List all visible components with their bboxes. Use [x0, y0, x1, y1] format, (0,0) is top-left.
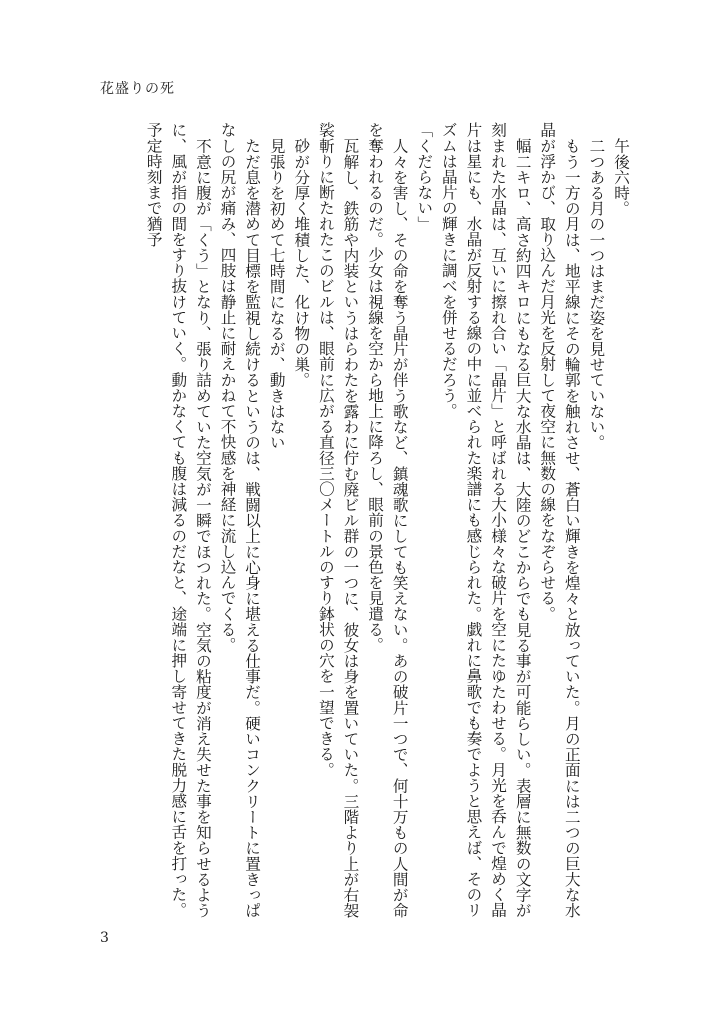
paragraph: 瓦解し、鉄筋や内装というはらわたを露わに佇む廃ビル群の一つに、彼女は身を置いていた。三階より上が右袈裟斬りに断たれたこのビルは、眼前に広がる直径三〇メートルのすり鉢状の穴を一望できる。 — [316, 122, 360, 918]
paragraph: 見張りを初めて七時間になるが、動きはない — [267, 137, 286, 450]
dialogue-line: 「くだらない」 — [415, 122, 434, 232]
paragraph: 二つある月の一つはまだ姿を見せていない。 — [587, 137, 606, 450]
paragraph: もう一方の月は、地平線にその輪郭を触れさせ、蒼白い輝きを煌々と放っていた。月の正面には二つの巨大な水晶が浮かび、取り込んだ月光を反射して夜空に無数の線をなぞらせる。 — [538, 122, 581, 918]
paragraph: ただ息を潜めて目標を監視し続けるというのは、戦闘以上に心身に堪える仕事だ。硬いコンクリートに置きっぱなしの尻が痛み、四肢は静止に耐えかねて不快感を神経に流し込んでくる。 — [218, 122, 262, 918]
paragraph: 午後六時。 — [612, 137, 630, 216]
page-number: 3 — [100, 930, 109, 946]
paragraph: 幅二キロ、高さ約四キロにもなる巨大な水晶は、大陸のどこからでも見る事が可能らしい。表層に無数の文字が刻まれた水晶は、互いに擦れ合い「晶片」と呼ばれる大小様々な破片を空にたゆたわせる。月光を呑んで煌めく晶片は星にも、水晶が反射する線の中に並べられた楽譜にも感じられた。戯れに鼻歌でも奏でようと思えば、そのリズムは晶片の輝きに調べを併せるだろう。 — [439, 122, 532, 918]
running-title: 花盛りの死 — [100, 81, 175, 97]
paragraph: 不意に腹が「くう」となり、張り詰めていた空気が一瞬でほつれた。空気の粘度が消え失せた事を知らせるように、風が指の間をすり抜けていく。動かなくても腹は減るのだなと、途端に押し寄せてきた脱力感に舌を打った。予定時刻まで猶予 — [144, 122, 212, 918]
paragraph: 人々を害し、その命を奪う晶片が伴う歌など、鎮魂歌にしても笑えない。あの破片一つで、何十万もの人間が命を奪われるのだ。少女は視線を空から地上に降ろし、眼前の景色を見遣る。 — [366, 122, 409, 918]
vertical-body-text — [93, 122, 633, 922]
paragraph: 砂が分厚く堆積した、化け物の巣。 — [292, 137, 311, 388]
